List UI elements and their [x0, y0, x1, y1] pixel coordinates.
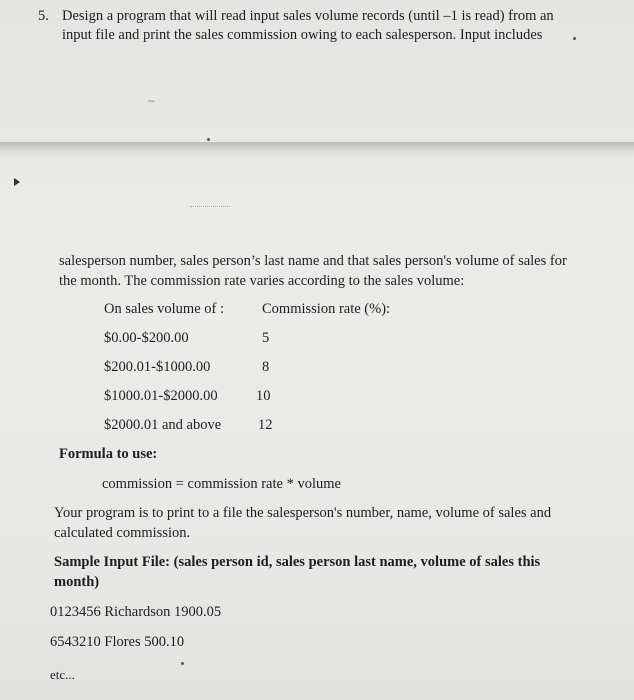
- scan-dot: [573, 37, 576, 40]
- question-number: 5.: [38, 8, 49, 24]
- question-line-2: input file and print the sales commission owing to each salesperson. Input includes: [62, 27, 543, 43]
- scan-scribble: [190, 206, 230, 213]
- table-row-rate: 10: [256, 388, 271, 404]
- bullet-marker-icon: [14, 178, 20, 186]
- table-row-rate: 12: [258, 417, 273, 433]
- sample-trailer: etc...: [50, 667, 75, 682]
- output-instructions-line-1: Your program is to print to a file the salesperson's number, name, volume of sales and: [54, 505, 552, 521]
- table-row-range: $1000.01-$2000.00: [104, 388, 218, 404]
- question-line-1: Design a program that will read input sales volume records (until –1 is read) from an: [62, 8, 554, 24]
- scan-mark: ~: [148, 94, 155, 108]
- description-line-1: salesperson number, sales person’s last name and that sales person's volume of sales for: [59, 253, 567, 269]
- formula-expression: commission = commission rate * volume: [102, 476, 341, 492]
- table-row-rate: 8: [262, 359, 270, 375]
- table-row-rate: 5: [262, 330, 270, 346]
- sample-record: 6543210 Flores 500.10: [50, 634, 185, 650]
- output-instructions-line-2: calculated commission.: [54, 525, 191, 541]
- table-row-range: $200.01-$1000.00: [104, 359, 211, 375]
- sample-heading-line-2: month): [54, 574, 100, 590]
- formula-heading: Formula to use:: [59, 446, 158, 462]
- table-header-rate: Commission rate (%):: [262, 301, 391, 317]
- table-row-range: $2000.01 and above: [104, 417, 222, 433]
- table-header-volume: On sales volume of :: [104, 301, 225, 317]
- description-line-2: the month. The commission rate varies according to the sales volume:: [59, 273, 465, 289]
- sample-heading-line-1: Sample Input File: (sales person id, sales person last name, volume of sales this: [54, 554, 541, 570]
- sample-record: 0123456 Richardson 1900.05: [50, 604, 222, 620]
- scan-dot: [181, 662, 184, 665]
- table-row-range: $0.00-$200.00: [104, 330, 189, 346]
- page-fold-crease: [0, 142, 634, 160]
- scan-dot: [207, 138, 210, 141]
